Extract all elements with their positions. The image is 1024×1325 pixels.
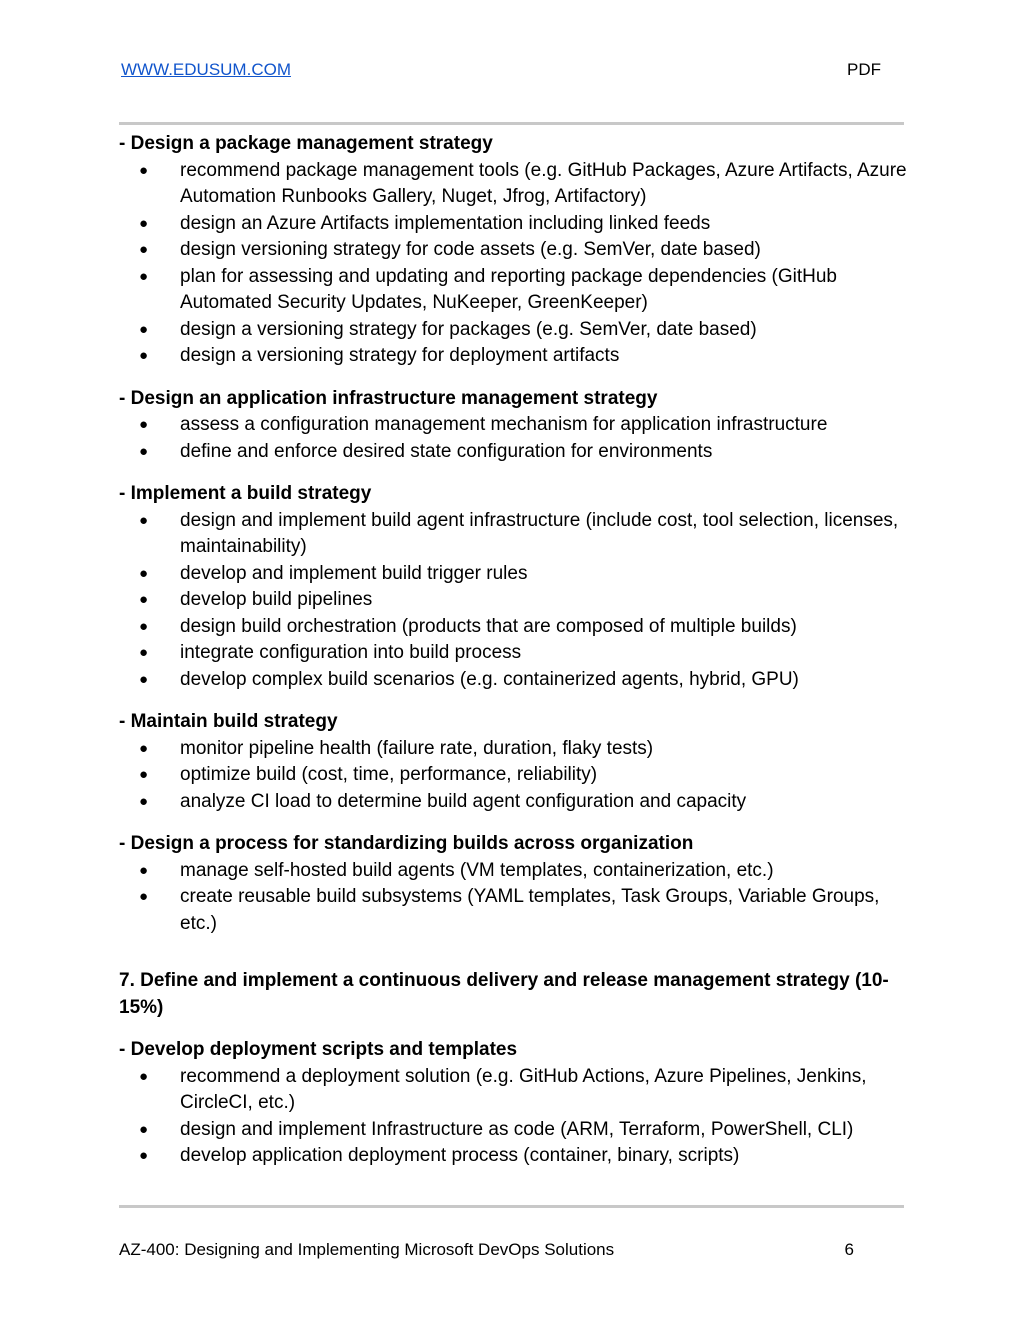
header-divider — [119, 122, 904, 125]
list-item-text: design build orchestration (products that are composed of multiple builds) — [180, 615, 797, 637]
bullet-icon: ● — [139, 766, 149, 783]
bullet-icon: ● — [139, 1147, 149, 1164]
page-footer — [119, 1240, 854, 1260]
bullet-icon: ● — [139, 617, 149, 635]
bullet-list — [119, 736, 909, 816]
list-item — [119, 1064, 909, 1117]
list-item-text: design a versioning strategy for deployment artifacts — [180, 345, 620, 366]
list-item — [119, 343, 909, 370]
list-item-text: design and implement Infrastructure as code (ARM, Terraform, PowerShell, CLI) — [180, 1118, 854, 1140]
section-group-b — [119, 1037, 909, 1170]
list-item-text: optimize build (cost, time, performance, reliability) — [180, 764, 598, 785]
list-item — [119, 439, 909, 466]
list-item — [119, 640, 909, 667]
list-item-text: develop build pipelines — [180, 589, 373, 610]
list-item — [119, 412, 909, 439]
bullet-icon: ● — [139, 267, 149, 285]
list-item — [119, 211, 909, 238]
list-item — [119, 789, 909, 816]
list-item — [119, 736, 909, 763]
section — [119, 1037, 909, 1170]
bullet-icon: ● — [139, 1120, 149, 1138]
bullet-list — [119, 508, 909, 694]
section-title: - Design an application infrastructure management strategy — [119, 387, 658, 409]
bullet-list — [119, 1064, 909, 1170]
list-item — [119, 762, 909, 789]
page-content — [119, 131, 909, 1186]
list-item-text: design versioning strategy for code assets (e.g. SemVer, date based) — [180, 239, 761, 260]
section-title: - Implement a build strategy — [119, 483, 372, 504]
bullet-icon: ● — [139, 320, 149, 338]
list-item-text: assess a configuration management mechanism for application infrastructure — [180, 414, 828, 435]
bullet-icon: ● — [139, 888, 149, 905]
list-item — [119, 264, 909, 317]
section — [119, 131, 909, 370]
list-item-text: integrate configuration into build process — [180, 642, 522, 663]
list-item-text: plan for assessing and updating and reporting package dependencies (GitHub Automated Security Updates, NuKeeper, GreenKeeper) — [180, 265, 838, 313]
list-item-text: design and implement build agent infrastructure (include cost, tool selection, licenses, maintainability) — [180, 509, 899, 557]
list-item — [119, 561, 909, 588]
bullet-list — [119, 158, 909, 370]
bullet-icon: ● — [139, 564, 149, 582]
page-number: 6 — [844, 1240, 854, 1259]
bullet-icon: ● — [139, 511, 149, 529]
major-section-title: 7. Define and implement a continuous delivery and release management strategy (10-15%) — [119, 970, 889, 1018]
bullet-icon: ● — [139, 861, 149, 879]
footer-divider — [119, 1205, 904, 1208]
list-item-text: design an Azure Artifacts implementation including linked feeds — [180, 212, 711, 234]
list-item-text: recommend a deployment solution (e.g. GitHub Actions, Azure Pipelines, Jenkins, CircleCI, etc.) — [180, 1065, 867, 1113]
list-item-text: develop and implement build trigger rules — [180, 562, 528, 584]
document-title: AZ-400: Designing and Implementing Microsoft DevOps Solutions — [119, 1240, 615, 1259]
list-item-text: design a versioning strategy for packages (e.g. SemVer, date based) — [180, 318, 757, 340]
page-header — [121, 60, 881, 80]
section-title: - Design a package management strategy — [119, 133, 493, 154]
format-label: PDF — [847, 60, 881, 79]
bullet-icon: ● — [139, 161, 149, 179]
section — [119, 481, 909, 693]
list-item-text: monitor pipeline health (failure rate, duration, flaky tests) — [180, 737, 654, 759]
section — [119, 709, 909, 815]
list-item — [119, 1143, 909, 1170]
bullet-icon: ● — [139, 1067, 149, 1085]
list-item — [119, 508, 909, 561]
section-group-a — [119, 131, 909, 937]
list-item — [119, 1117, 909, 1144]
list-item-text: analyze CI load to determine build agent configuration and capacity — [180, 790, 747, 812]
list-item — [119, 237, 909, 264]
list-item — [119, 667, 909, 694]
bullet-icon: ● — [139, 739, 149, 757]
list-item-text: develop application deployment process (container, binary, scripts) — [180, 1145, 740, 1166]
bullet-icon: ● — [139, 442, 149, 460]
section-title: - Maintain build strategy — [119, 711, 338, 732]
bullet-icon: ● — [139, 416, 149, 433]
bullet-icon: ● — [139, 591, 149, 608]
bullet-list — [119, 412, 909, 465]
bullet-icon: ● — [139, 644, 149, 661]
bullet-icon: ● — [139, 241, 149, 258]
list-item-text: create reusable build subsystems (YAML templates, Task Groups, Variable Groups, etc.) — [180, 886, 880, 934]
list-item-text: define and enforce desired state configuration for environments — [180, 440, 713, 462]
list-item — [119, 614, 909, 641]
section-title: - Design a process for standardizing builds across organization — [119, 833, 694, 854]
list-item — [119, 317, 909, 344]
bullet-list — [119, 858, 909, 938]
list-item — [119, 158, 909, 211]
list-item-text: recommend package management tools (e.g. GitHub Packages, Azure Artifacts, Azure Automation Runbooks Gallery, Nuget, Jfrog, Artifactory) — [180, 159, 907, 207]
bullet-icon: ● — [139, 792, 149, 810]
list-item — [119, 884, 909, 937]
bullet-icon: ● — [139, 214, 149, 232]
section-title: - Develop deployment scripts and templates — [119, 1039, 518, 1060]
list-item-text: manage self-hosted build agents (VM templates, containerization, etc.) — [180, 859, 774, 881]
list-item-text: develop complex build scenarios (e.g. containerized agents, hybrid, GPU) — [180, 668, 799, 690]
list-item — [119, 587, 909, 614]
list-item — [119, 858, 909, 885]
section — [119, 386, 909, 466]
section — [119, 831, 909, 937]
site-link[interactable]: WWW.EDUSUM.COM — [121, 60, 291, 79]
bullet-icon: ● — [139, 670, 149, 688]
bullet-icon: ● — [139, 347, 149, 364]
